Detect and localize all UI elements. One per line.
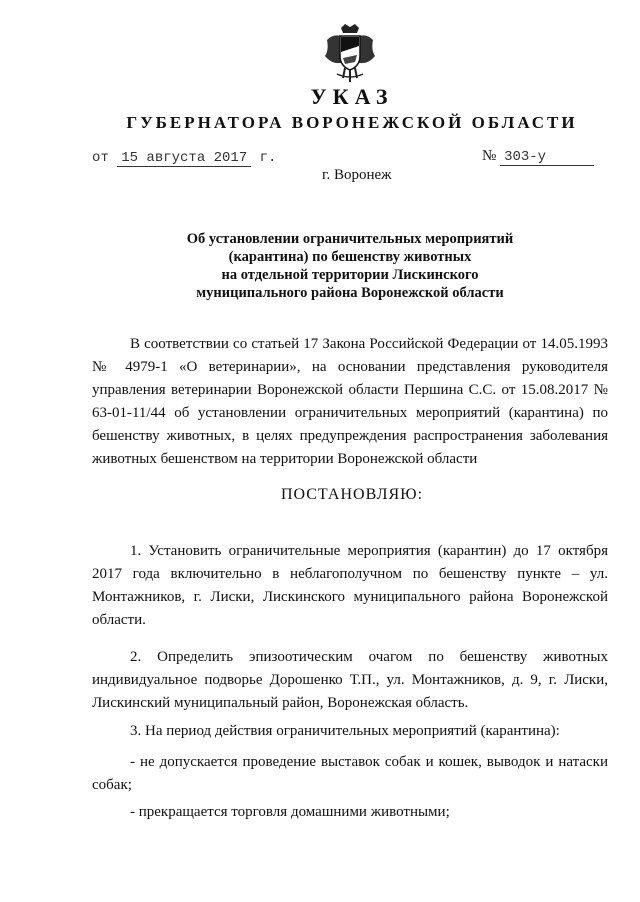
subject-line: Об установлении ограничительных мероприятий xyxy=(186,231,514,247)
date-prefix: от xyxy=(92,150,109,166)
number-value: 303-у xyxy=(500,149,594,166)
bullet-1 xyxy=(92,751,608,797)
document-type: УКАЗ xyxy=(310,84,394,109)
subject-line: (карантина) по бешенству животных xyxy=(228,249,472,265)
preamble-text: В соответствии со статьей 17 Закона Российской Федерации от 14.05.1993 № 4979-1 «О ветеринарии», на основании представления руководителя управления ветеринарии Воронежской области Першина С.С. от 15.08.2017 № 63-01-11/44 об установлении ограничительных мероприятий (карантина) по бешенству животных, в целях предупреждения распространения заболевания животных бешенством на территории Воронежской области xyxy=(92,336,608,467)
item-2-text: 2. Определить эпизоотическим очагом по бешенству животных индивидуальное подворье Дорошенко Т.П., ул. Монтажников, д. 9, г. Лиски, Лискинский муниципальный район, Воронежская область. xyxy=(92,649,608,711)
decree-word: ПОСТАНОВЛЯЮ: xyxy=(280,486,424,503)
number-prefix: № xyxy=(482,148,497,164)
date-value: 15 августа 2017 xyxy=(117,150,251,167)
date-suffix: г. xyxy=(259,150,277,166)
item-3-text: 3. На период действия ограничительных мероприятий (карантина): xyxy=(130,723,560,739)
city-label: г. Воронеж xyxy=(322,167,392,183)
item-1 xyxy=(92,540,608,632)
issuer-title: ГУБЕРНАТОРА ВОРОНЕЖСКОЙ ОБЛАСТИ xyxy=(126,113,578,132)
item-1-text: 1. Установить ограничительные мероприятия (карантин) до 17 октября 2017 года включительно в неблагополучном по бешенству пункте – ул. Монтажников, г. Лиски, Лискинского муниципального района Воронежской области. xyxy=(92,543,608,628)
subject-line: на отдельной территории Лискинского xyxy=(221,267,479,283)
bullet-2-text: - прекращается торговля домашними животными; xyxy=(130,804,450,820)
coat-of-arms-icon xyxy=(321,22,379,84)
subject-line: муниципального района Воронежской области xyxy=(196,285,504,301)
bullet-2 xyxy=(92,801,608,824)
bullet-1-text: - не допускается проведение выставок собак и кошек, выводок и натаски собак; xyxy=(92,754,608,793)
item-3 xyxy=(92,720,608,743)
date-line xyxy=(92,150,276,166)
document-subject xyxy=(150,230,550,302)
item-2 xyxy=(92,646,608,715)
preamble-paragraph xyxy=(92,333,608,471)
number-line xyxy=(482,148,594,166)
